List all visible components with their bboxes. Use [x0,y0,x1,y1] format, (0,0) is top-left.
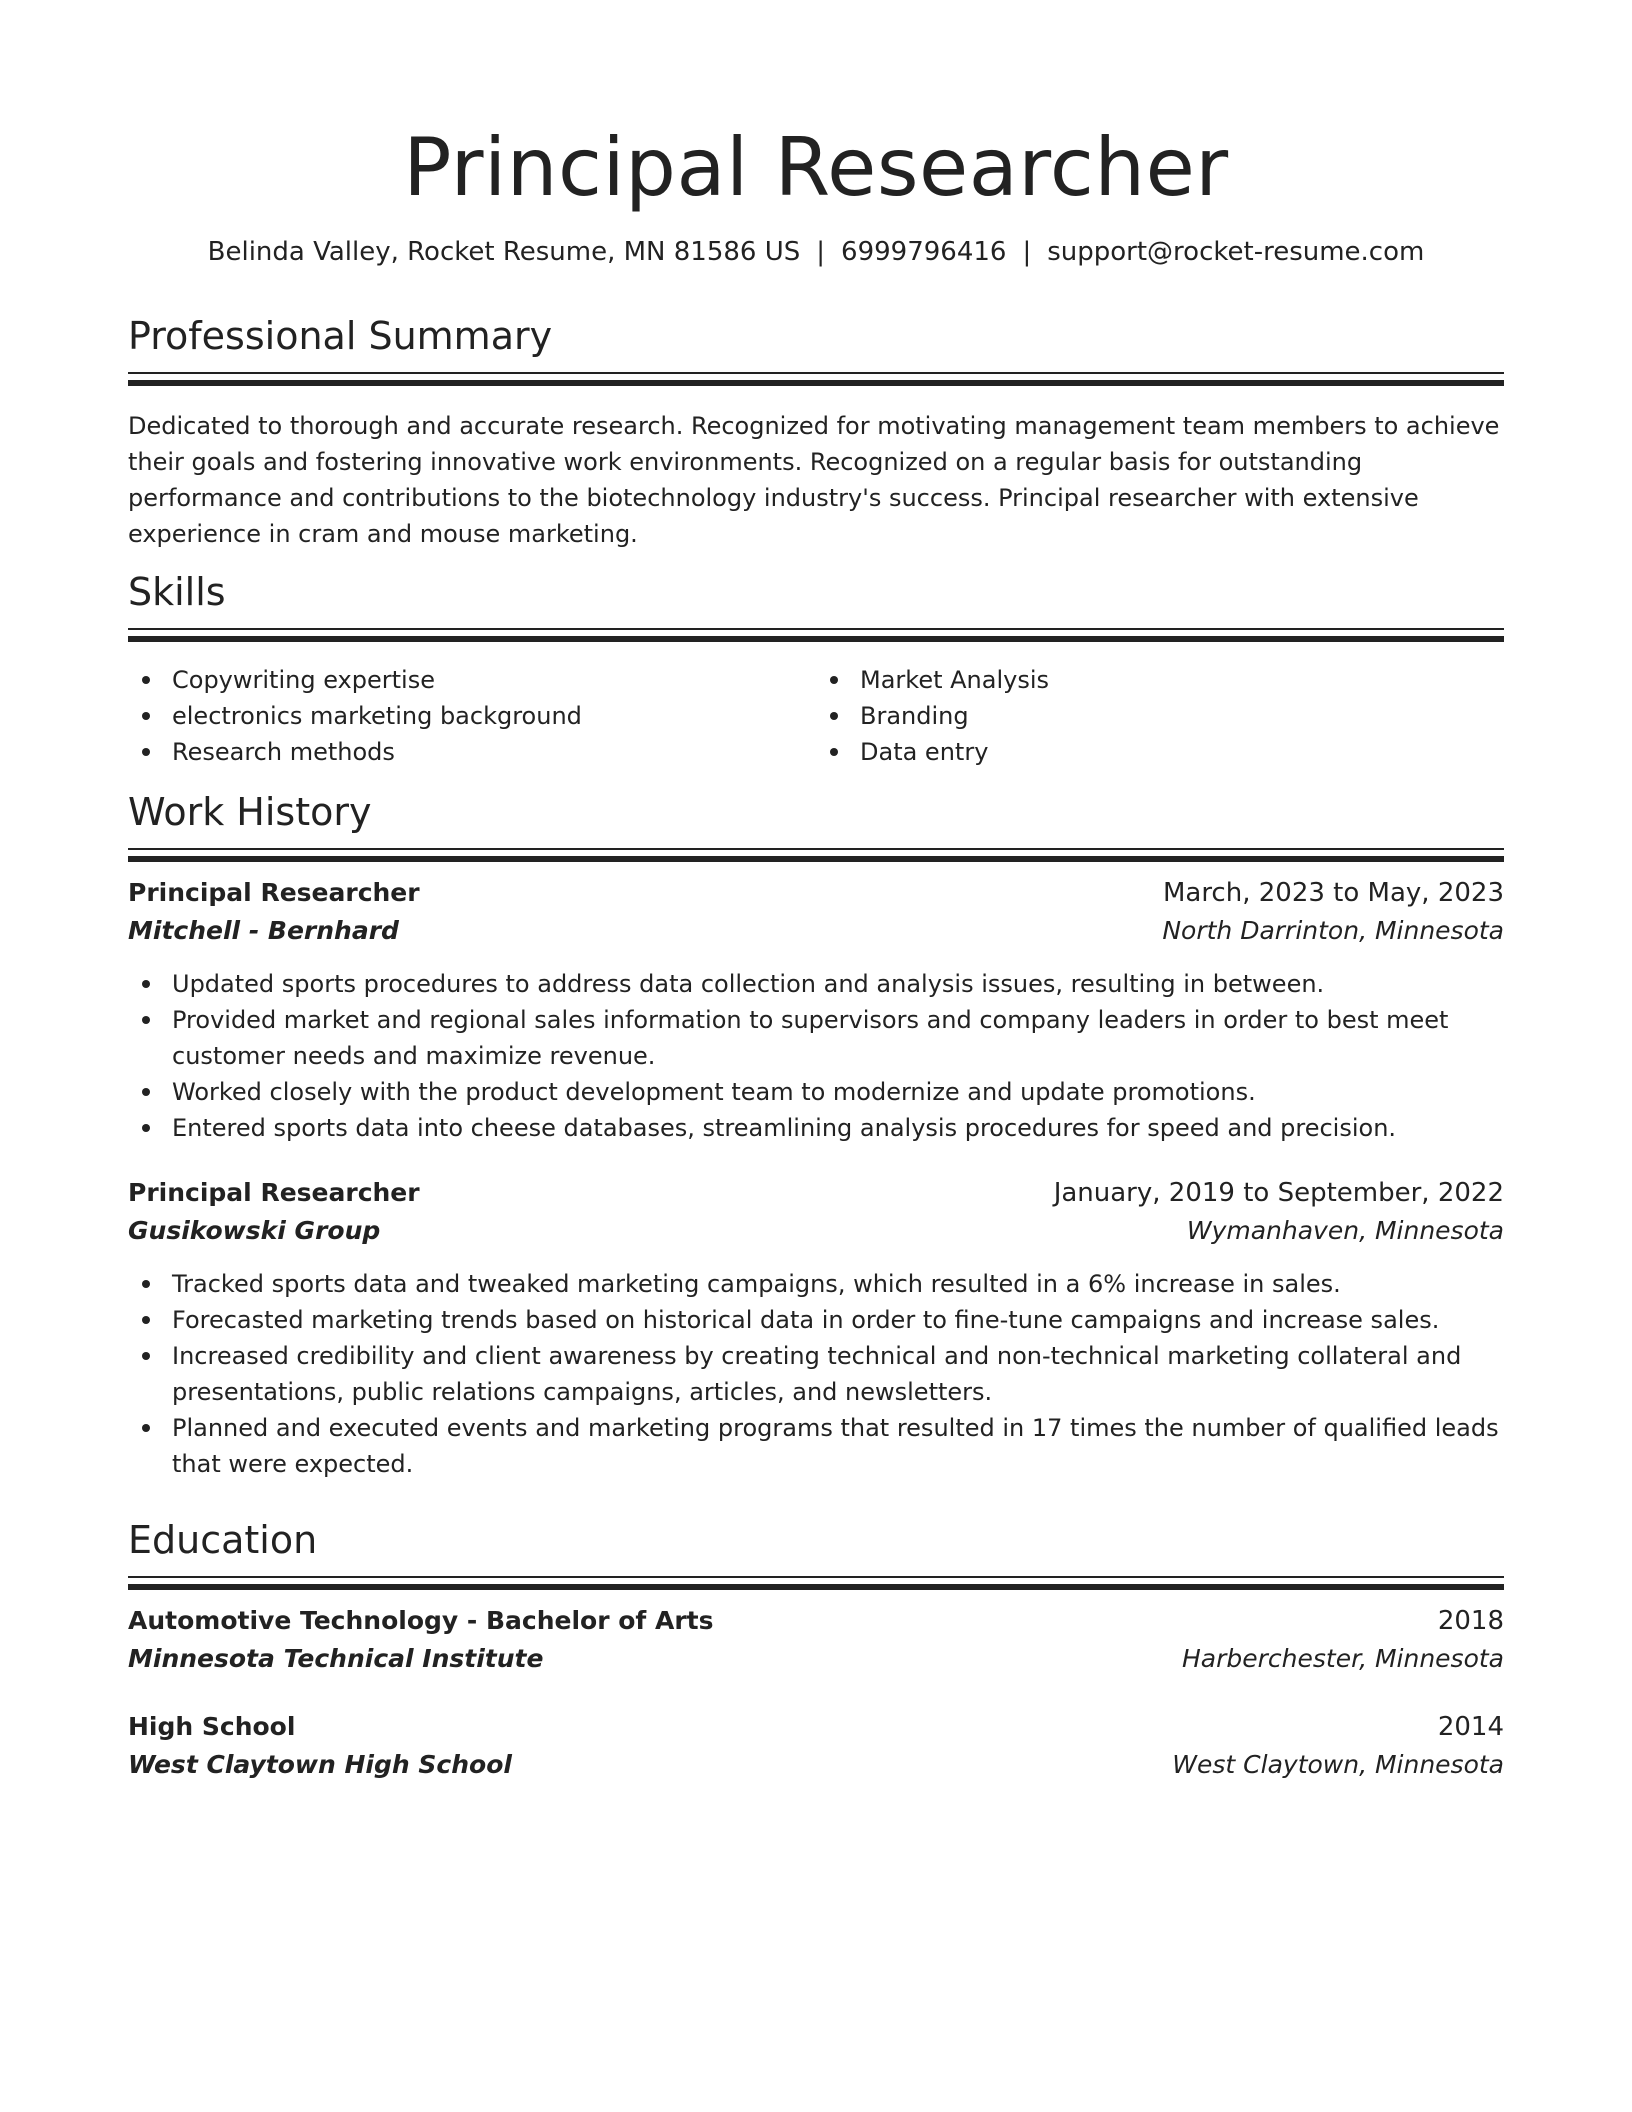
contact-separator: | [1022,237,1032,267]
section-divider [128,372,1504,378]
job-title: Principal Researcher [128,1178,420,1207]
job-dates: March, 2023 to May, 2023 [1162,878,1504,908]
skill-item: Market Analysis [860,662,1504,698]
job-bullet: Planned and executed events and marketing programs that resulted in 17 times the number of qualified leads that were expected. [172,1410,1504,1482]
job-company: Mitchell - Bernhard [128,916,399,945]
skill-item: Data entry [860,734,1504,770]
job-bullet: Tracked sports data and tweaked marketing campaigns, which resulted in a 6% increase in sales. [172,1266,1504,1302]
education-location: Harberchester, Minnesota [1181,1644,1504,1673]
education-school: West Claytown High School [128,1750,512,1779]
section-divider [128,1576,1504,1582]
job-bullet: Increased credibility and client awareness by creating technical and non-technical marketing collateral and presentations, public relations campaigns, articles, and newsletters. [172,1338,1504,1410]
education-section [128,1516,1504,1784]
resume-title: Principal Researcher [403,121,1229,214]
job-company: Gusikowski Group [128,1216,381,1245]
skill-item: electronics marketing background [172,698,816,734]
education-year: 2014 [1437,1712,1504,1742]
work-heading: Work History [128,790,372,834]
contact-line [128,234,1504,270]
job-entry [128,1174,1504,1482]
job-location: North Darrinton, Minnesota [1162,916,1504,945]
skills-list [128,662,1504,770]
job-title: Principal Researcher [128,878,420,907]
section-divider [128,628,1504,634]
contact-email[interactable]: support@rocket-resume.com [1047,237,1425,267]
job-bullet: Worked closely with the product development team to modernize and update promotions. [172,1074,1504,1110]
job-location: Wymanhaven, Minnesota [1186,1216,1504,1245]
summary-section [128,312,1504,552]
education-school: Minnesota Technical Institute [128,1644,544,1673]
section-divider [128,848,1504,854]
education-year: 2018 [1437,1606,1504,1636]
skills-section [128,568,1504,770]
skill-item: Branding [860,698,1504,734]
skill-item: Copywriting expertise [172,662,816,698]
job-bullet: Provided market and regional sales information to supervisors and company leaders in order to best meet customer needs and maximize revenue. [172,1002,1504,1074]
job-bullet: Updated sports procedures to address data collection and analysis issues, resulting in between. [172,966,1504,1002]
job-bullets [128,966,1504,1146]
skills-heading: Skills [128,570,226,614]
job-entry [128,874,1504,1146]
work-section [128,788,1504,1482]
contact-separator: | [816,237,826,267]
job-bullet: Forecasted marketing trends based on historical data in order to fine-tune campaigns and increase sales. [172,1302,1504,1338]
education-location: West Claytown, Minnesota [1172,1750,1504,1779]
skill-item: Research methods [172,734,816,770]
skills-column-right [816,662,1504,770]
skills-column-left [128,662,816,770]
education-entry [128,1708,1504,1784]
education-entry [128,1602,1504,1678]
education-heading: Education [128,1518,318,1562]
contact-phone: 6999796416 [841,237,1007,267]
education-degree: High School [128,1712,296,1741]
summary-heading: Professional Summary [128,314,553,358]
education-degree: Automotive Technology - Bachelor of Arts [128,1606,714,1635]
contact-address: Belinda Valley, Rocket Resume, MN 81586 US [207,237,801,267]
job-dates: January, 2019 to September, 2022 [1053,1178,1504,1208]
summary-text: Dedicated to thorough and accurate research. Recognized for motivating management team members to achieve their goals and fostering innovative work environments. Recognized on a regular basis for outstanding performance and contributions to the biotechnology industry's success. Principal researcher with extensive experience in cram and mouse marketing. [128,412,1500,548]
job-bullet: Entered sports data into cheese databases, streamlining analysis procedures for speed and precision. [172,1110,1504,1146]
job-bullets [128,1266,1504,1482]
